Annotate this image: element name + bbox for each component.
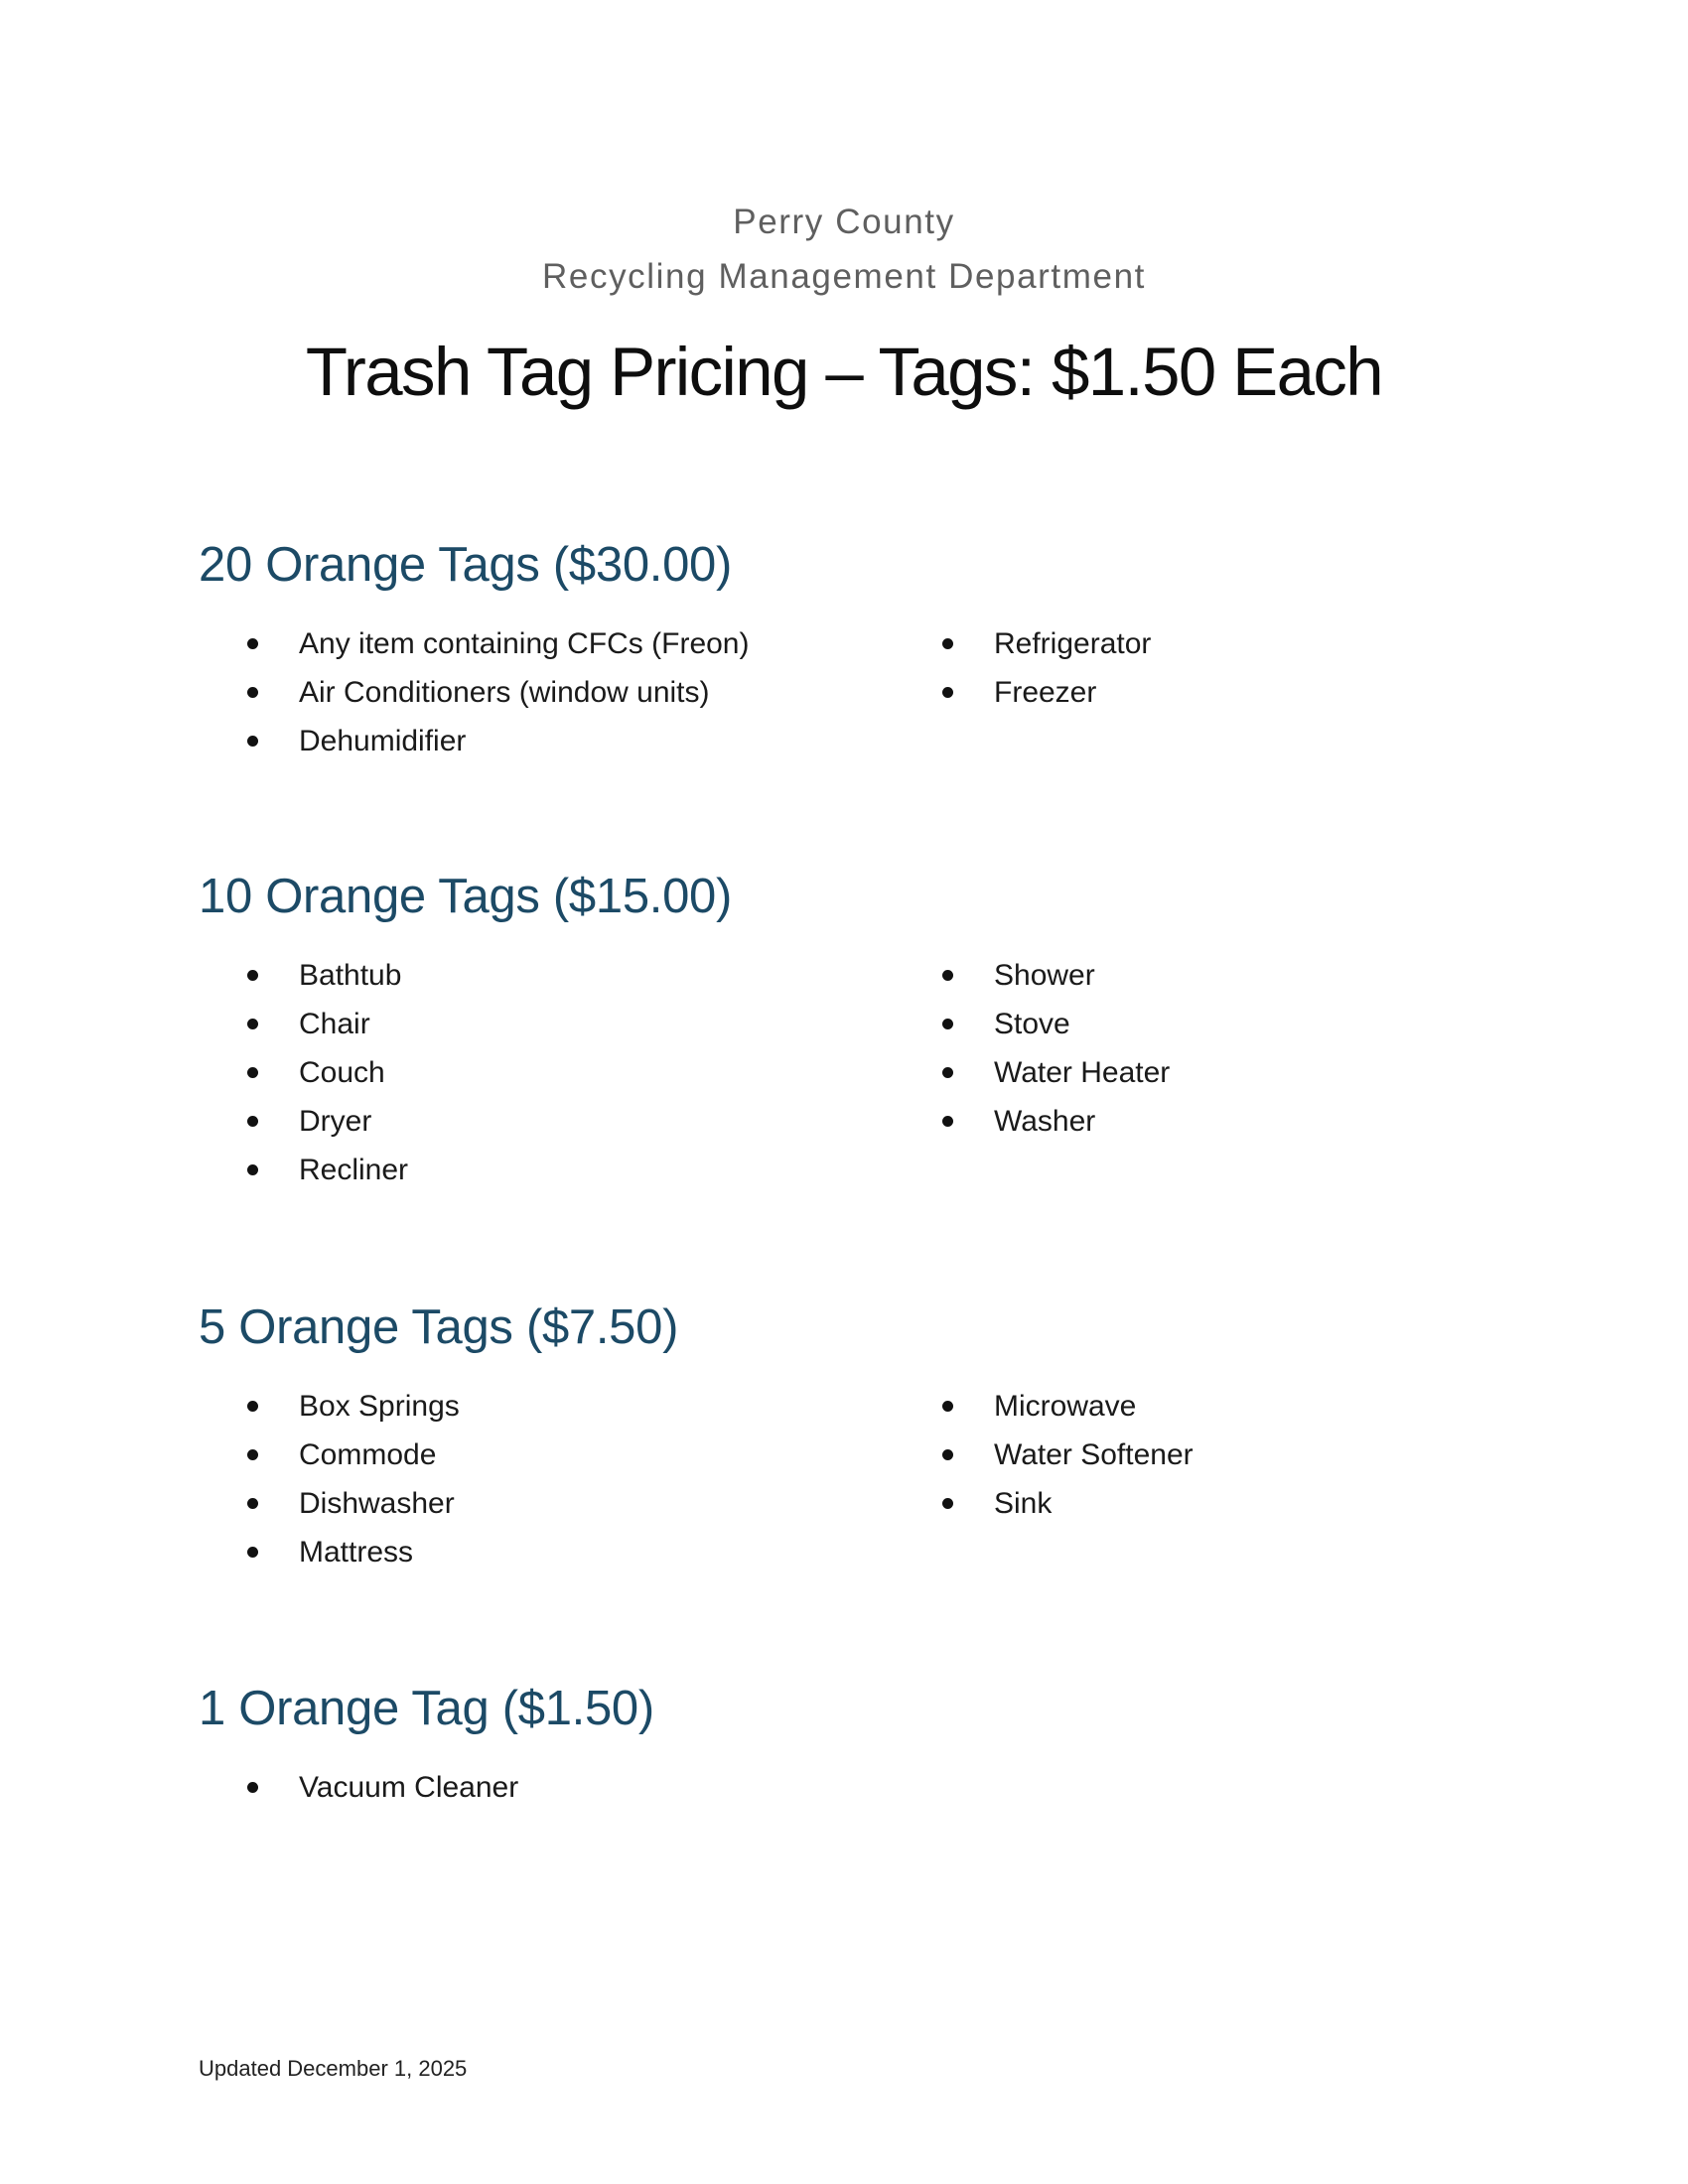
list-item — [894, 619, 1151, 668]
bullet-icon — [247, 1401, 258, 1412]
item-label: Recliner — [299, 1154, 409, 1186]
list-item — [199, 1097, 408, 1146]
item-label: Water Heater — [994, 1056, 1171, 1089]
item-label: Freezer — [994, 676, 1097, 709]
bullet-icon — [247, 687, 258, 698]
bullet-icon — [942, 1401, 953, 1412]
bullet-icon — [247, 1498, 258, 1509]
item-columns — [199, 1382, 1489, 1640]
bullet-icon — [247, 1547, 258, 1558]
bullet-icon — [942, 1449, 953, 1460]
section-heading: 10 Orange Tags ($15.00) — [199, 870, 733, 923]
bullet-icon — [942, 1067, 953, 1078]
item-list-left — [199, 1763, 518, 1812]
list-item — [199, 1048, 408, 1097]
list-item — [894, 668, 1151, 717]
section-heading: 5 Orange Tags ($7.50) — [199, 1300, 679, 1354]
list-item — [199, 1000, 408, 1048]
bullet-icon — [942, 638, 953, 649]
item-label: Refrigerator — [994, 627, 1152, 660]
list-item — [199, 717, 750, 765]
item-list-right — [894, 619, 1151, 717]
item-columns — [199, 1763, 1489, 2021]
bullet-icon — [247, 638, 258, 649]
section-heading: 20 Orange Tags ($30.00) — [199, 538, 733, 592]
section-heading: 1 Orange Tag ($1.50) — [199, 1682, 654, 1735]
bullet-icon — [247, 736, 258, 747]
bullet-icon — [942, 970, 953, 981]
item-label: Chair — [299, 1008, 370, 1040]
list-item — [199, 1431, 460, 1479]
item-list-left — [199, 619, 750, 765]
item-label: Couch — [299, 1056, 385, 1089]
list-item — [894, 951, 1170, 1000]
section-1-tag — [199, 1682, 1489, 2021]
bullet-icon — [942, 1116, 953, 1127]
bullet-icon — [942, 1019, 953, 1029]
item-label: Box Springs — [299, 1390, 460, 1423]
bullet-icon — [247, 1782, 258, 1793]
item-label: Dehumidifier — [299, 725, 467, 757]
county-name: Perry County — [733, 203, 955, 241]
bullet-icon — [247, 1449, 258, 1460]
bullet-icon — [247, 1019, 258, 1029]
list-item — [199, 1146, 408, 1194]
item-list-left — [199, 951, 408, 1194]
list-item — [199, 668, 750, 717]
department-name: Recycling Management Department — [542, 257, 1146, 296]
item-label: Bathtub — [299, 959, 402, 992]
item-label: Mattress — [299, 1536, 414, 1569]
list-item — [199, 619, 750, 668]
item-columns — [199, 951, 1489, 1209]
page-title: Trash Tag Pricing – Tags: $1.50 Each — [305, 334, 1383, 410]
item-label: Any item containing CFCs (Freon) — [299, 627, 750, 660]
item-label: Air Conditioners (window units) — [299, 676, 710, 709]
section-10-tags — [199, 870, 1489, 1209]
item-label: Washer — [994, 1105, 1096, 1138]
item-list-right — [894, 951, 1170, 1146]
list-item — [199, 1528, 460, 1576]
item-list-left — [199, 1382, 460, 1576]
item-list-right — [894, 1382, 1194, 1528]
section-20-tags — [199, 538, 1489, 878]
item-label: Commode — [299, 1438, 437, 1471]
bullet-icon — [942, 1498, 953, 1509]
list-item — [894, 1000, 1170, 1048]
list-item — [894, 1431, 1194, 1479]
item-label: Dryer — [299, 1105, 372, 1138]
item-label: Microwave — [994, 1390, 1137, 1423]
list-item — [894, 1382, 1194, 1431]
item-label: Shower — [994, 959, 1095, 992]
item-columns — [199, 619, 1489, 878]
list-item — [199, 1763, 518, 1812]
bullet-icon — [247, 970, 258, 981]
list-item — [894, 1479, 1194, 1528]
bullet-icon — [942, 687, 953, 698]
list-item — [894, 1097, 1170, 1146]
bullet-icon — [247, 1067, 258, 1078]
item-label: Sink — [994, 1487, 1053, 1520]
section-5-tags — [199, 1300, 1489, 1640]
item-label: Water Softener — [994, 1438, 1194, 1471]
list-item — [199, 951, 408, 1000]
item-label: Vacuum Cleaner — [299, 1771, 519, 1804]
list-item — [894, 1048, 1170, 1097]
list-item — [199, 1382, 460, 1431]
bullet-icon — [247, 1116, 258, 1127]
list-item — [199, 1479, 460, 1528]
bullet-icon — [247, 1164, 258, 1175]
item-label: Stove — [994, 1008, 1070, 1040]
updated-date: Updated December 1, 2025 — [199, 2056, 468, 2081]
item-label: Dishwasher — [299, 1487, 455, 1520]
